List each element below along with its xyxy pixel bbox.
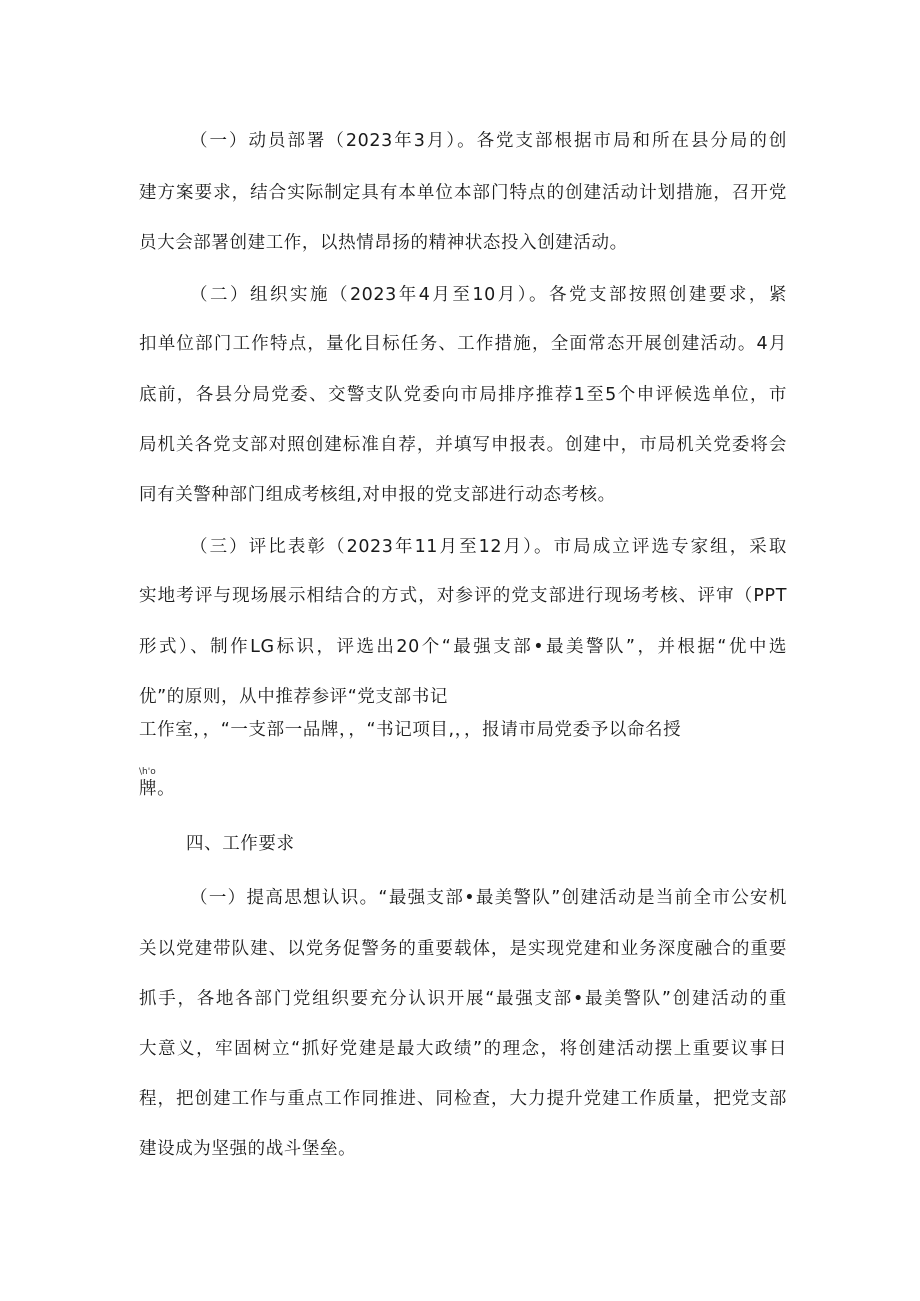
scan-artifact-text: \h'o bbox=[139, 767, 156, 777]
paragraph-line: 实地考评与现场展示相结合的方式，对参评的党支部进行现场考核、评审（PPT bbox=[139, 586, 787, 606]
paragraph-line: 建方案要求，结合实际制定具有本单位本部门特点的创建活动计划措施，召开党 bbox=[139, 183, 787, 203]
paragraph-line: 牌。 bbox=[139, 779, 176, 799]
paragraph-line: 大意义，牢固树立“抓好党建是最大政绩”的理念，将创建活动摆上重要议事日 bbox=[139, 1039, 787, 1059]
paragraph-line: 建设成为坚强的战斗堡垒。 bbox=[139, 1139, 357, 1159]
paragraph-line: 扣单位部门工作特点，量化目标任务、工作措施，全面常态开展创建活动。4月 bbox=[139, 334, 787, 354]
paragraph-line: 抓手，各地各部门党组织要充分认识开展“最强支部•最美警队”创建活动的重 bbox=[139, 989, 787, 1009]
paragraph-line: 程，把创建工作与重点工作同推进、同检查，大力提升党建工作质量，把党支部 bbox=[139, 1089, 787, 1109]
paragraph-line: 局机关各党支部对照创建标准自荐，并填写申报表。创建中，市局机关党委将会 bbox=[139, 435, 787, 455]
paragraph-line: 优”的原则，从中推荐参评“党支部书记 bbox=[139, 687, 448, 707]
section-heading: 四、工作要求 bbox=[186, 834, 295, 854]
paragraph-line: （一）提高思想认识。“最强支部•最美警队”创建活动是当前全市公安机 bbox=[190, 888, 787, 908]
paragraph-line: 关以党建带队建、以党务促警务的重要载体，是实现党建和业务深度融合的重要 bbox=[139, 939, 787, 959]
paragraph-line: 形式）、制作LG标识，评选出20个“最强支部•最美警队”，并根据“优中选 bbox=[139, 637, 787, 657]
paragraph-line: 工作室，，“一支部一品牌，，“书记项目,，，报请市局党委予以命名授 bbox=[139, 720, 682, 740]
paragraph-line: （二）组织实施（2023年4月至10月）。各党支部按照创建要求，紧 bbox=[190, 285, 787, 305]
paragraph-line: 底前，各县分局党委、交警支队党委向市局排序推荐1至5个申评候选单位，市 bbox=[139, 385, 787, 405]
paragraph-line: 员大会部署创建工作，以热情昂扬的精神状态投入创建活动。 bbox=[139, 233, 628, 253]
paragraph-line: 同有关警种部门组成考核组,对申报的党支部进行动态考核。 bbox=[139, 485, 616, 505]
paragraph-line: （一）动员部署（2023年3月）。各党支部根据市局和所在县分局的创 bbox=[190, 131, 787, 151]
paragraph-line: （三）评比表彰（2023年11月至12月）。市局成立评选专家组，采取 bbox=[190, 537, 787, 557]
